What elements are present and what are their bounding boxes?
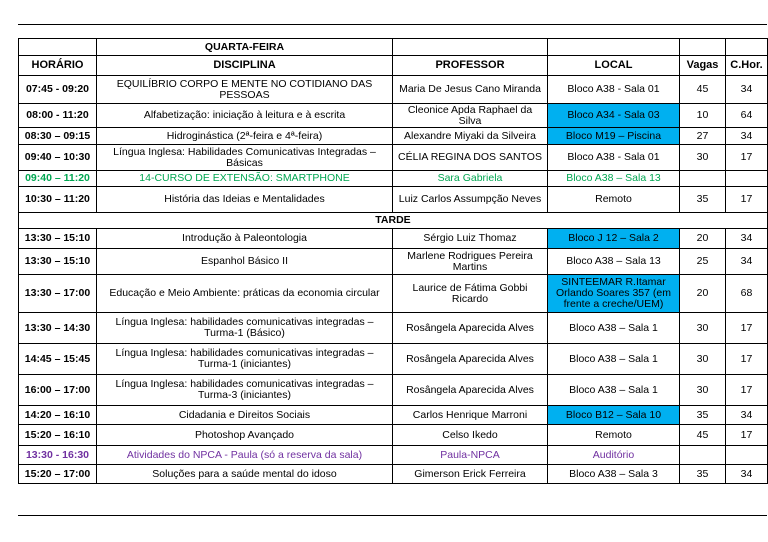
local-cell: Bloco A38 – Sala 1	[548, 313, 680, 344]
professor-cell: Luiz Carlos Assumpção Neves	[393, 187, 548, 213]
vagas-cell: 20	[680, 229, 726, 249]
col-header-horario: HORÁRIO	[19, 56, 97, 76]
table-row	[19, 145, 768, 171]
time-cell: 08:30 – 09:15	[19, 128, 97, 145]
chor-cell: 17	[726, 375, 768, 406]
col-header-local: LOCAL	[548, 56, 680, 76]
professor-cell: Sara Gabriela	[393, 171, 548, 187]
professor-cell: Sérgio Luiz Thomaz	[393, 229, 548, 249]
time-cell: 07:45 - 09:20	[19, 76, 97, 104]
header-row	[19, 56, 768, 76]
local-cell: SINTEEMAR R.Itamar Orlando Soares 357 (em frente a creche/UEM)	[548, 275, 680, 313]
section-title: TARDE	[19, 213, 768, 229]
table-row	[19, 249, 768, 275]
professor-cell: Cleonice Apda Raphael da Silva	[393, 104, 548, 128]
discipline-cell: Photoshop Avançado	[97, 425, 393, 446]
time-cell: 13:30 – 14:30	[19, 313, 97, 344]
time-cell: 08:00 - 11:20	[19, 104, 97, 128]
local-cell: Bloco A38 – Sala 1	[548, 344, 680, 375]
table-row	[19, 104, 768, 128]
vagas-cell: 20	[680, 275, 726, 313]
table-row	[19, 171, 768, 187]
local-cell: Bloco M19 – Piscina	[548, 128, 680, 145]
time-cell: 14:20 – 16:10	[19, 406, 97, 425]
schedule-page	[18, 24, 767, 516]
vagas-cell: 30	[680, 313, 726, 344]
time-cell: 09:40 – 10:30	[19, 145, 97, 171]
professor-cell: Rosângela Aparecida Alves	[393, 344, 548, 375]
col-header-disciplina: DISCIPLINA	[97, 56, 393, 76]
time-cell: 14:45 – 15:45	[19, 344, 97, 375]
time-cell: 09:40 – 11:20	[19, 171, 97, 187]
table-row	[19, 76, 768, 104]
table-row	[19, 313, 768, 344]
vagas-cell: 27	[680, 128, 726, 145]
blank-cell	[680, 39, 726, 56]
professor-cell: Carlos Henrique Marroni	[393, 406, 548, 425]
blank-cell	[548, 39, 680, 56]
table-row	[19, 187, 768, 213]
table-row	[19, 275, 768, 313]
vagas-cell: 45	[680, 76, 726, 104]
vagas-cell: 45	[680, 425, 726, 446]
discipline-cell: Espanhol Básico II	[97, 249, 393, 275]
discipline-cell: 14-CURSO DE EXTENSÃO: SMARTPHONE	[97, 171, 393, 187]
discipline-cell: Introdução à Paleontologia	[97, 229, 393, 249]
discipline-cell: Língua Inglesa: habilidades comunicativas integradas – Turma-1 (Básico)	[97, 313, 393, 344]
vagas-cell: 30	[680, 145, 726, 171]
chor-cell: 17	[726, 425, 768, 446]
bottom-rule	[18, 515, 767, 516]
professor-cell: CÉLIA REGINA DOS SANTOS	[393, 145, 548, 171]
table-row	[19, 375, 768, 406]
professor-cell: Maria De Jesus Cano Miranda	[393, 76, 548, 104]
time-cell: 13:30 – 15:10	[19, 249, 97, 275]
chor-cell: 34	[726, 128, 768, 145]
discipline-cell: Atividades do NPCA - Paula (só a reserva da sala)	[97, 446, 393, 465]
time-cell: 13:30 – 15:10	[19, 229, 97, 249]
time-cell: 10:30 – 11:20	[19, 187, 97, 213]
local-cell: Bloco A38 - Sala 01	[548, 145, 680, 171]
vagas-cell: 30	[680, 375, 726, 406]
table-row	[19, 344, 768, 375]
vagas-cell	[680, 171, 726, 187]
discipline-cell: Língua Inglesa: habilidades comunicativas integradas – Turma-1 (iniciantes)	[97, 344, 393, 375]
local-cell: Auditório	[548, 446, 680, 465]
professor-cell: Celso Ikedo	[393, 425, 548, 446]
top-rule	[18, 24, 767, 25]
vagas-cell: 35	[680, 465, 726, 484]
professor-cell: Marlene Rodrigues Pereira Martins	[393, 249, 548, 275]
col-header-professor: PROFESSOR	[393, 56, 548, 76]
chor-cell	[726, 446, 768, 465]
discipline-cell: Língua Inglesa: Habilidades Comunicativas Integradas – Básicas	[97, 145, 393, 171]
time-cell: 15:20 – 16:10	[19, 425, 97, 446]
local-cell: Bloco A38 – Sala 13	[548, 171, 680, 187]
professor-cell: Rosângela Aparecida Alves	[393, 375, 548, 406]
table-row	[19, 229, 768, 249]
chor-cell: 34	[726, 465, 768, 484]
chor-cell: 68	[726, 275, 768, 313]
time-cell: 16:00 – 17:00	[19, 375, 97, 406]
professor-cell: Rosângela Aparecida Alves	[393, 313, 548, 344]
table-row	[19, 465, 768, 484]
professor-cell: Paula-NPCA	[393, 446, 548, 465]
day-title-row	[19, 39, 768, 56]
discipline-cell: Cidadania e Direitos Sociais	[97, 406, 393, 425]
local-cell: Remoto	[548, 425, 680, 446]
vagas-cell: 35	[680, 406, 726, 425]
professor-cell: Laurice de Fátima Gobbi Ricardo	[393, 275, 548, 313]
chor-cell: 17	[726, 313, 768, 344]
professor-cell: Alexandre Miyaki da Silveira	[393, 128, 548, 145]
local-cell: Bloco J 12 – Sala 2	[548, 229, 680, 249]
local-cell: Bloco A34 - Sala 03	[548, 104, 680, 128]
discipline-cell: Alfabetização: iniciação à leitura e à escrita	[97, 104, 393, 128]
discipline-cell: Educação e Meio Ambiente: práticas da economia circular	[97, 275, 393, 313]
chor-cell	[726, 171, 768, 187]
chor-cell: 17	[726, 187, 768, 213]
vagas-cell: 10	[680, 104, 726, 128]
chor-cell: 64	[726, 104, 768, 128]
local-cell: Bloco A38 - Sala 01	[548, 76, 680, 104]
discipline-cell: História das Ideias e Mentalidades	[97, 187, 393, 213]
discipline-cell: EQUILÍBRIO CORPO E MENTE NO COTIDIANO DAS PESSOAS	[97, 76, 393, 104]
local-cell: Bloco B12 – Sala 10	[548, 406, 680, 425]
discipline-cell: Hidroginástica (2ª-feira e 4ª-feira)	[97, 128, 393, 145]
local-cell: Bloco A38 – Sala 3	[548, 465, 680, 484]
vagas-cell: 30	[680, 344, 726, 375]
chor-cell: 17	[726, 145, 768, 171]
discipline-cell: Soluções para a saúde mental do idoso	[97, 465, 393, 484]
table-row	[19, 406, 768, 425]
col-header-vagas: Vagas	[680, 56, 726, 76]
chor-cell: 34	[726, 406, 768, 425]
table-row	[19, 425, 768, 446]
time-cell: 13:30 - 16:30	[19, 446, 97, 465]
section-row	[19, 213, 768, 229]
blank-cell	[19, 39, 97, 56]
local-cell: Bloco A38 – Sala 1	[548, 375, 680, 406]
local-cell: Bloco A38 – Sala 13	[548, 249, 680, 275]
table-row	[19, 446, 768, 465]
chor-cell: 34	[726, 76, 768, 104]
vagas-cell: 25	[680, 249, 726, 275]
vagas-cell	[680, 446, 726, 465]
vagas-cell: 35	[680, 187, 726, 213]
blank-cell	[393, 39, 548, 56]
table-row	[19, 128, 768, 145]
blank-cell	[726, 39, 768, 56]
schedule-table	[18, 38, 768, 484]
chor-cell: 34	[726, 249, 768, 275]
local-cell: Remoto	[548, 187, 680, 213]
time-cell: 13:30 – 17:00	[19, 275, 97, 313]
time-cell: 15:20 – 17:00	[19, 465, 97, 484]
day-title: QUARTA-FEIRA	[97, 39, 393, 56]
col-header-chor: C.Hor.	[726, 56, 768, 76]
chor-cell: 17	[726, 344, 768, 375]
discipline-cell: Língua Inglesa: habilidades comunicativas integradas – Turma-3 (iniciantes)	[97, 375, 393, 406]
chor-cell: 34	[726, 229, 768, 249]
professor-cell: Gimerson Erick Ferreira	[393, 465, 548, 484]
